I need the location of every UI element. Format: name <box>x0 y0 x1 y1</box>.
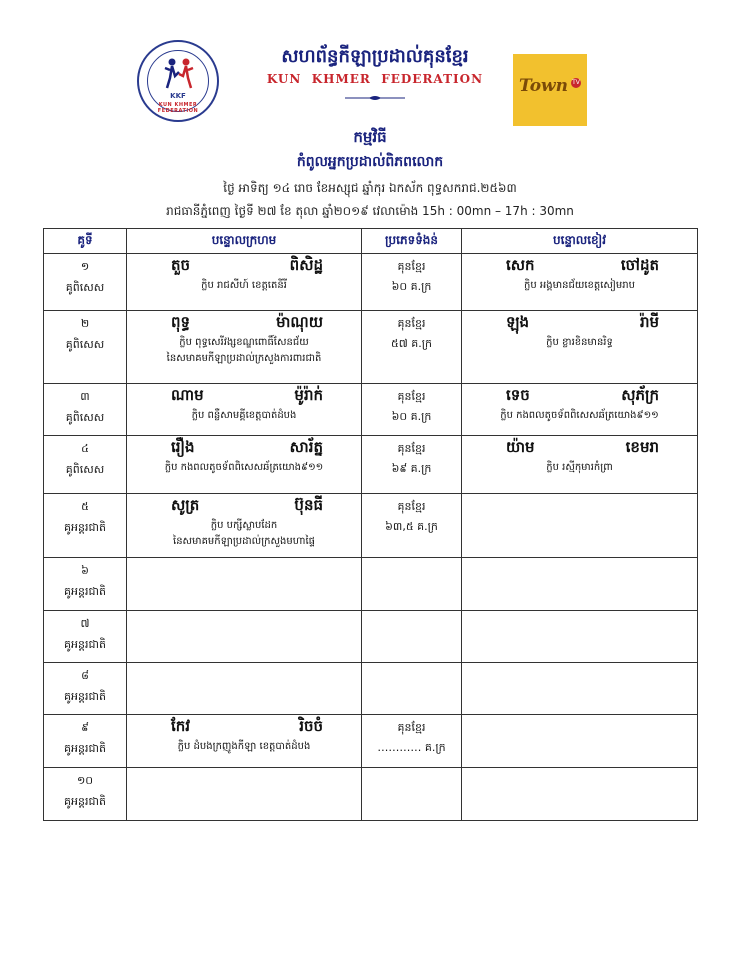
red-fighter-last-name: ពិសិដ្ឋ <box>289 256 323 274</box>
red-fighter-name <box>127 436 361 460</box>
document-subtitle: កំពូលអ្នកប្រដាល់ពិភពលោក <box>296 154 444 170</box>
weight-discipline: គុនខ្មែរ <box>397 500 426 513</box>
red-corner-cell <box>127 768 362 821</box>
red-corner-cell <box>127 715 362 768</box>
weight-class-cell <box>362 611 462 663</box>
blue-fighter-last-name: រ៉ាមី <box>639 313 659 331</box>
red-corner-cell <box>127 311 362 384</box>
red-fighter-last-name: សារ័ត្ន <box>289 438 323 456</box>
blue-fighter-club: ក្លិប ខ្លារខិនមានរិទ្ធ <box>546 337 613 348</box>
bout-number: ១០ <box>76 774 94 787</box>
blue-corner-cell <box>462 384 698 436</box>
red-fighter-name <box>127 254 361 278</box>
fight-schedule-table <box>43 228 698 821</box>
sponsor-brand: Town <box>519 76 569 96</box>
bout-number-cell <box>44 663 127 715</box>
sponsor-logo <box>513 54 587 126</box>
bout-type: គូពិសេស <box>65 463 105 476</box>
red-corner-cell <box>127 384 362 436</box>
bout-number-cell <box>44 611 127 663</box>
weight-value: ………… គ.ក្រ <box>377 741 446 754</box>
weight-class-cell <box>362 768 462 821</box>
weight-discipline: គុនខ្មែរ <box>397 390 426 403</box>
bout-type: គូពិសេស <box>65 338 105 351</box>
weight-value: ៦០ គ.ក្រ <box>391 280 432 293</box>
red-fighter-club: នៃសមាគមកីឡាប្រដាល់ក្រសួងការពារជាតិ <box>166 353 322 364</box>
red-fighter-first-name: ពុទ្ធ <box>171 313 191 331</box>
red-fighter-last-name: ម៉ាណុយ <box>276 313 323 331</box>
red-fighter-club: ក្លិប រាជសីហ៍ ខេត្តតេនីរី <box>201 280 287 291</box>
blue-corner-cell <box>462 558 698 611</box>
red-fighter-last-name: ប៊ុនធី <box>294 496 323 514</box>
header-bout-no: គូទី <box>44 229 127 254</box>
red-corner-cell <box>127 436 362 494</box>
table-header-row <box>44 229 698 254</box>
weight-class-cell <box>362 494 462 558</box>
federation-name-khmer: សហព័ន្ធកីឡាប្រដាល់គុនខ្មែរ <box>281 46 469 67</box>
bout-number-cell <box>44 311 127 384</box>
red-fighter-club: ក្លិប ដំបងក្រញូងកីឡា ខេត្តបាត់ដំបង <box>177 741 311 752</box>
bout-number: ៧ <box>80 617 90 630</box>
bout-type: គូពិសេស <box>65 411 105 424</box>
blue-corner-cell <box>462 311 698 384</box>
bout-number-cell <box>44 384 127 436</box>
bout-number-cell <box>44 494 127 558</box>
date-line: ថ្ងៃ អាទិត្យ ១៤ រោច ខែអស្សុជ ឆ្នាំកុរ ឯកស័ក ពុទ្ធសករាជ.២៥៦៣ <box>223 181 517 195</box>
bout-number: ១ <box>80 260 90 273</box>
table-row <box>44 311 698 384</box>
blue-fighter-first-name: ទេច <box>506 386 530 404</box>
blue-corner-cell <box>462 715 698 768</box>
red-fighter-last-name: រិចចំ <box>299 717 323 735</box>
blue-fighter-first-name: យ៉ាម <box>506 438 535 456</box>
bout-number: ៣ <box>80 390 90 403</box>
sponsor-badge: TV <box>572 79 580 86</box>
table-row <box>44 611 698 663</box>
red-fighter-club: ក្លិប ពន្លឺសាមគ្គីខេត្តបាត់ដំបង <box>191 410 297 421</box>
bout-number: ៤ <box>81 442 89 455</box>
red-fighter-club: នៃសមាគមកីឡាប្រដាល់ក្រសួងមហាផ្ទៃ <box>173 536 315 547</box>
table-row <box>44 768 698 821</box>
blue-fighter-club: ក្លិប កងពលតូចទ័ពពិសេសឆ័ត្រយោង៩១១ <box>500 410 659 421</box>
red-fighter-first-name: កែវ <box>171 717 191 735</box>
blue-corner-cell <box>462 254 698 311</box>
bout-number-cell <box>44 715 127 768</box>
blue-corner-cell <box>462 494 698 558</box>
red-corner-cell <box>127 254 362 311</box>
bout-type: គូអន្តរជាតិ <box>64 795 106 808</box>
federation-name-english: KUN KHMER FEDERATION <box>266 72 484 86</box>
weight-discipline: គុនខ្មែរ <box>397 260 426 273</box>
red-fighter-club: ក្លិប បក្សីស្លាបដែក <box>210 520 278 531</box>
weight-value: ៥៧ គ.ក្រ <box>390 337 433 350</box>
weight-value: ៦៣,៥ គ.ក្រ <box>385 520 438 533</box>
red-fighter-name <box>127 311 361 335</box>
table-row <box>44 494 698 558</box>
bout-number-cell <box>44 768 127 821</box>
blue-fighter-first-name: ឡុង <box>506 313 530 331</box>
blue-fighter-first-name: សេក <box>506 256 535 274</box>
weight-discipline: គុនខ្មែរ <box>397 721 426 734</box>
header-weight-class: ប្រភេទទំងន់ <box>362 229 462 254</box>
red-fighter-name <box>127 715 361 739</box>
red-fighter-first-name: រឿង <box>171 438 195 456</box>
logo-initials: KKF <box>170 92 186 100</box>
blue-corner-cell <box>462 611 698 663</box>
bout-number: ៨ <box>81 669 89 682</box>
blue-corner-cell <box>462 663 698 715</box>
weight-value: ៦០ គ.ក្រ <box>391 410 432 423</box>
venue-time-line: រាជធានីភ្នំពេញ ថ្ងៃទី ២៧ ខែ តុលា ឆ្នាំ២០១៩ វេលាម៉ោង 15h : 00mn – 17h : 30mn <box>166 204 574 218</box>
weight-discipline: គុនខ្មែរ <box>397 442 426 455</box>
logo-ring-text: KUN KHMER FEDERATION <box>157 102 199 114</box>
blue-fighter-club: ក្លិប អង្គមានជ័យខេត្តសៀមរាប <box>524 280 635 291</box>
weight-discipline: គុនខ្មែរ <box>397 317 426 330</box>
bout-type: គូអន្តរជាតិ <box>64 585 106 598</box>
bout-type: គូអន្តរជាតិ <box>64 521 106 534</box>
table-row <box>44 436 698 494</box>
red-fighter-first-name: ណាម <box>171 386 204 404</box>
bout-type: គូអន្តរជាតិ <box>64 742 106 755</box>
boxers-icon <box>161 56 197 90</box>
header-red-corner: បន្ទោលក្រហម <box>127 229 362 254</box>
weight-class-cell <box>362 558 462 611</box>
blue-fighter-name <box>462 311 697 335</box>
bout-number-cell <box>44 254 127 311</box>
red-fighter-club: ក្លិប ពុទ្ធសេរីវង្សខណ្ឌពោធិ៍សែនជ័យ <box>179 337 309 348</box>
red-corner-cell <box>127 494 362 558</box>
weight-class-cell <box>362 384 462 436</box>
blue-fighter-name <box>462 384 697 408</box>
weight-class-cell <box>362 254 462 311</box>
red-corner-cell <box>127 663 362 715</box>
blue-corner-cell <box>462 436 698 494</box>
bout-type: គូអន្តរជាតិ <box>64 690 106 703</box>
bout-number-cell <box>44 558 127 611</box>
bout-number: ៩ <box>81 721 89 734</box>
red-corner-cell <box>127 611 362 663</box>
bout-type: គូអន្តរជាតិ <box>64 638 106 651</box>
red-fighter-name <box>127 494 361 518</box>
blue-fighter-name <box>462 254 697 278</box>
red-fighter-first-name: សូត្រ <box>171 496 200 514</box>
table-row <box>44 384 698 436</box>
red-fighter-club: ក្លិប កងពលតូចទ័ពពិសេសឆ័ត្រយោង៩១១ <box>164 462 324 473</box>
document-title: កម្មវិធី <box>353 128 387 146</box>
federation-logo <box>137 40 219 122</box>
blue-fighter-last-name: ខេមរា <box>625 438 659 456</box>
table-row <box>44 715 698 768</box>
blue-fighter-club: ក្លិប រស្មីកុមារកំព្រា <box>546 462 613 473</box>
header-blue-corner: បន្ទោលខៀវ <box>462 229 698 254</box>
bout-number: ៦ <box>81 564 89 577</box>
blue-fighter-last-name: ចៅដូត <box>620 256 659 274</box>
red-corner-cell <box>127 558 362 611</box>
blue-fighter-name <box>462 436 697 460</box>
red-fighter-name <box>127 384 361 408</box>
weight-class-cell <box>362 436 462 494</box>
blue-corner-cell <box>462 768 698 821</box>
table-row <box>44 663 698 715</box>
table-row <box>44 558 698 611</box>
red-fighter-last-name: ម៉ូរ៉ាក់ <box>294 386 323 404</box>
weight-value: ៦៩ គ.ក្រ <box>391 462 432 475</box>
weight-class-cell <box>362 715 462 768</box>
weight-class-cell <box>362 663 462 715</box>
bout-number: ២ <box>80 317 90 330</box>
divider-ornament-icon <box>345 95 405 101</box>
bout-number-cell <box>44 436 127 494</box>
weight-class-cell <box>362 311 462 384</box>
red-fighter-first-name: តួច <box>171 256 191 274</box>
bout-number: ៥ <box>81 500 89 513</box>
blue-fighter-last-name: សុភ័ក្រ <box>621 386 659 404</box>
table-row <box>44 254 698 311</box>
bout-type: គូពិសេស <box>65 281 105 294</box>
